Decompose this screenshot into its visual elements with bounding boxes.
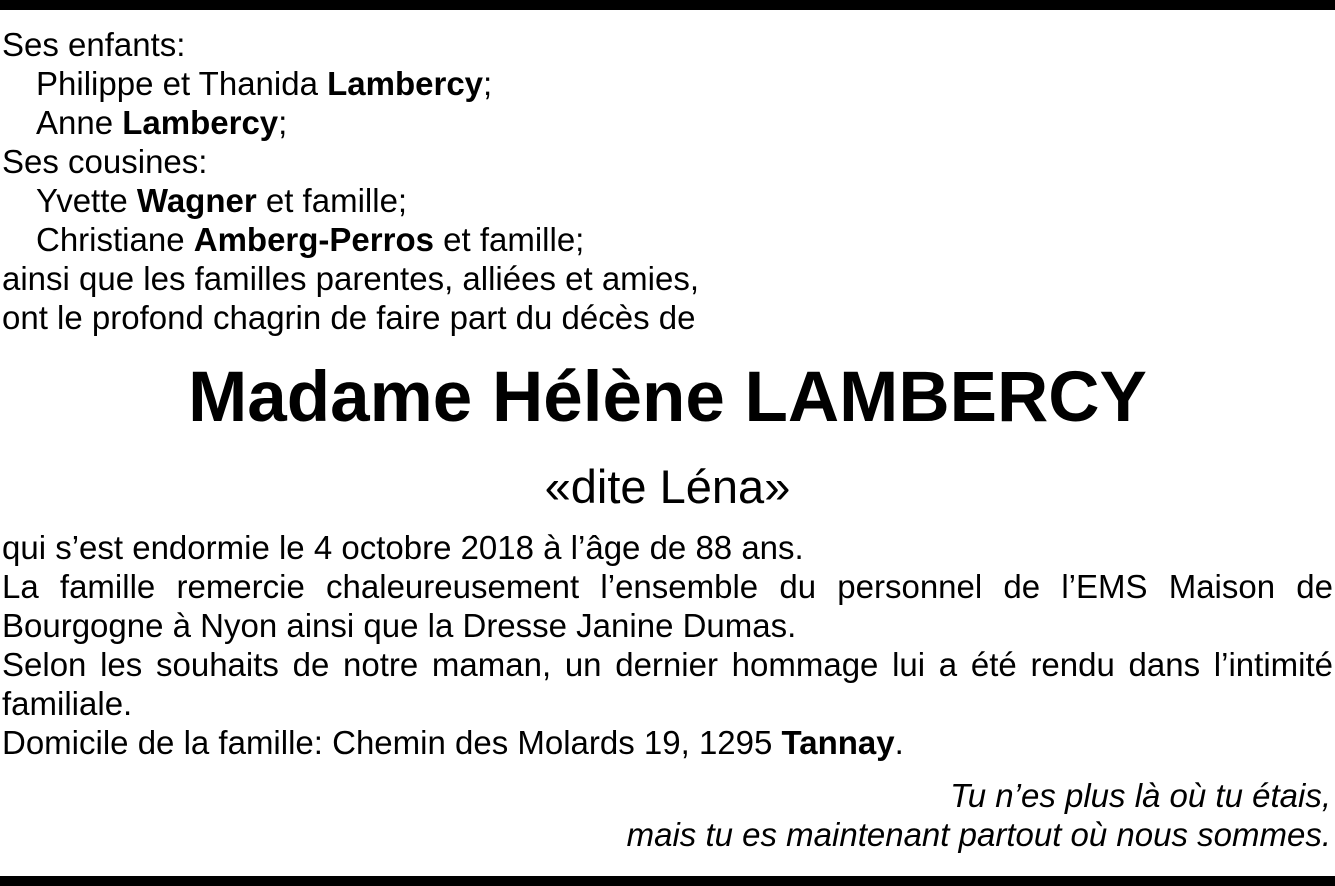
child-surname: Lambercy — [327, 65, 484, 102]
address-suffix: . — [894, 724, 904, 761]
families-line: ainsi que les familles parentes, alliées et amies, — [2, 260, 700, 297]
cousins-heading: Ses cousines: — [2, 143, 208, 180]
cousin-suffix: et famille; — [256, 182, 408, 219]
quote-line-1: Tu n’es plus là où tu étais, — [950, 777, 1331, 814]
family-address — [2, 723, 904, 762]
cousin-entry — [36, 181, 407, 220]
child-suffix: ; — [483, 65, 493, 102]
cousin-first-name: Christiane — [36, 221, 194, 258]
farewell-paragraph: Selon les souhaits de notre maman, un dernier hommage lui a été rendu dans l’intimité familiale. — [2, 646, 1333, 722]
address-town: Tannay — [781, 724, 895, 761]
child-entry — [36, 103, 287, 142]
child-entry — [36, 64, 492, 103]
child-first-names: Philippe et Thanida — [36, 65, 328, 102]
cousin-suffix: et famille; — [433, 221, 585, 258]
deceased-nickname: «dite Léna» — [544, 460, 791, 513]
cousin-surname: Amberg-Perros — [193, 221, 434, 258]
thanks-paragraph: La famille remercie chaleureusement l’ensemble du personnel de l’EMS Maison de Bourgogne à Nyon ainsi que la Dresse Janine Dumas. — [2, 568, 1333, 644]
address-text: Domicile de la famille: Chemin des Molards 19, 1295 — [2, 724, 782, 761]
announcement-line: ont le profond chagrin de faire part du décès de — [2, 299, 696, 336]
deceased-name: Madame Hélène LAMBERCY — [188, 358, 1147, 437]
bottom-border-rule — [0, 876, 1335, 886]
cousin-entry — [36, 220, 584, 259]
top-border-rule — [0, 0, 1335, 10]
cousin-surname: Wagner — [136, 182, 257, 219]
children-heading: Ses enfants: — [2, 26, 186, 63]
child-surname: Lambercy — [122, 104, 279, 141]
cousin-first-name: Yvette — [36, 182, 137, 219]
quote-line-2: mais tu es maintenant partout où nous sommes. — [626, 816, 1331, 853]
child-first-names: Anne — [36, 104, 123, 141]
child-suffix: ; — [278, 104, 288, 141]
passed-away-line: qui s’est endormie le 4 octobre 2018 à l’âge de 88 ans. — [2, 529, 804, 566]
